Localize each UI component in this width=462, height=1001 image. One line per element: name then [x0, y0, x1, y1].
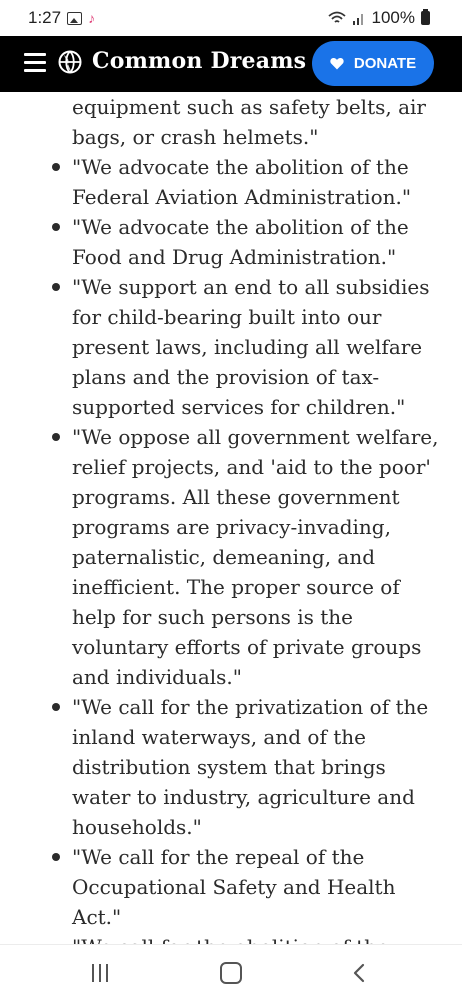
- battery-icon: [421, 11, 430, 25]
- list-item-line: inland waterways, and of the: [72, 725, 366, 749]
- list-item-line: "We call for the repeal of the: [72, 845, 365, 869]
- home-icon[interactable]: [220, 962, 242, 984]
- bullet-icon: [52, 703, 60, 711]
- battery-percent: 100%: [371, 8, 415, 27]
- list-item-line: relief projects, and 'aid to the poor': [72, 455, 431, 479]
- list-item-line: "We advocate the abolition of the: [72, 215, 409, 239]
- donate-button[interactable]: [312, 41, 434, 86]
- list-item-line: programs are privacy-invading,: [72, 515, 391, 539]
- signal-icon: [352, 11, 366, 25]
- list-item-line: "We advocate the abolition of the: [72, 155, 409, 179]
- list-item-line: and individuals.": [72, 665, 242, 689]
- list-item-line: programs. All these government: [72, 485, 400, 509]
- donate-label: DONATE: [353, 55, 417, 72]
- list-item-line: Food and Drug Administration.": [72, 245, 397, 269]
- status-bar: [0, 0, 462, 36]
- list-item-line: paternalistic, demeaning, and: [72, 545, 376, 569]
- list-item-line: water to industry, agriculture and: [72, 785, 415, 809]
- site-header: [0, 36, 462, 92]
- article-body: [0, 92, 462, 944]
- bullet-icon: [52, 283, 60, 291]
- list-item-line: Act.": [72, 905, 122, 929]
- bullet-icon: [52, 433, 60, 441]
- list-item-line: households.": [72, 815, 202, 839]
- list-item-line: Occupational Safety and Health: [72, 875, 396, 899]
- bullet-icon: [52, 853, 60, 861]
- paragraph-line: bags, or crash helmets.": [72, 125, 319, 149]
- recents-icon[interactable]: [92, 964, 108, 982]
- bullet-icon: [52, 223, 60, 231]
- back-icon[interactable]: [352, 963, 366, 983]
- list-item-line: "We support an end to all subsidies: [72, 275, 430, 299]
- tiktok-icon: ♪: [88, 10, 96, 26]
- list-item-line: plans and the provision of tax-: [72, 365, 380, 389]
- list-item-line: for child-bearing built into our: [72, 305, 382, 329]
- paragraph-line: equipment such as safety belts, air: [72, 95, 426, 119]
- list-item-line: distribution system that brings: [72, 755, 386, 779]
- site-name[interactable]: Common Dreams: [92, 48, 307, 74]
- menu-icon[interactable]: [24, 53, 46, 75]
- list-item-line: "We call for the privatization of the: [72, 695, 429, 719]
- list-item-line: help for such persons is the: [72, 605, 353, 629]
- list-item-line: supported services for children.": [72, 395, 406, 419]
- navigation-bar: [0, 944, 462, 1001]
- heart-icon: [330, 57, 344, 70]
- wifi-icon: [328, 11, 346, 25]
- list-item-line: present laws, including all welfare: [72, 335, 423, 359]
- bullet-icon: [52, 163, 60, 171]
- gallery-icon: [67, 12, 82, 25]
- list-item-line: voluntary efforts of private groups: [72, 635, 422, 659]
- status-time: 1:27: [28, 8, 62, 27]
- list-item-line: "We oppose all government welfare,: [72, 425, 439, 449]
- list-item-line: Federal Aviation Administration.": [72, 185, 412, 209]
- list-item-line: inefficient. The proper source of: [72, 575, 400, 599]
- logo-globe-icon[interactable]: [58, 50, 82, 74]
